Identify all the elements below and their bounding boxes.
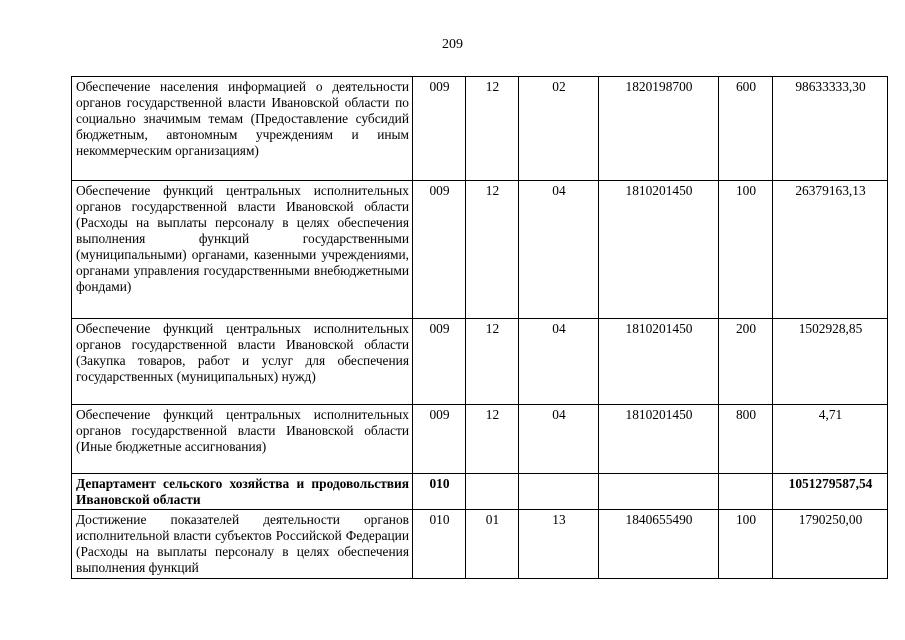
expense-type-code: 600 [719, 77, 773, 181]
dept-code: 009 [413, 319, 466, 405]
section-code: 12 [466, 405, 519, 474]
amount: 1051279587,54 [773, 474, 888, 510]
expense-type-code: 800 [719, 405, 773, 474]
table-row [72, 77, 888, 181]
dept-code: 009 [413, 181, 466, 319]
section-code: 12 [466, 319, 519, 405]
budget-table [71, 76, 888, 579]
section-code: 12 [466, 77, 519, 181]
amount: 4,71 [773, 405, 888, 474]
table-row [72, 510, 888, 579]
subsection-code: 02 [519, 77, 599, 181]
dept-code: 010 [413, 510, 466, 579]
table-row [72, 181, 888, 319]
page-number: 209 [442, 37, 463, 52]
table-row-department [72, 474, 888, 510]
amount: 1790250,00 [773, 510, 888, 579]
table-row [72, 405, 888, 474]
amount: 26379163,13 [773, 181, 888, 319]
row-description: Обеспечение функций центральных исполнительных органов государственной власти Ивановской области (Закупка товаров, работ и услуг для обеспечения государственных (муниципальных) нужд) [72, 319, 413, 405]
expense-type-code: 200 [719, 319, 773, 405]
dept-code: 009 [413, 405, 466, 474]
amount: 98633333,30 [773, 77, 888, 181]
expense-type-code [719, 474, 773, 510]
amount: 1502928,85 [773, 319, 888, 405]
row-description: Обеспечение функций центральных исполнительных органов государственной власти Ивановской области (Расходы на выплаты персоналу в целях обеспечения выполнения функций государственными (муниципальными) органами, казенными учреждениями, органами управления государственными внебюджетными фондами) [72, 181, 413, 319]
target-article-code: 1810201450 [599, 405, 719, 474]
row-description: Департамент сельского хозяйства и продовольствия Ивановской области [72, 474, 413, 510]
section-code: 12 [466, 181, 519, 319]
table-row [72, 319, 888, 405]
expense-type-code: 100 [719, 510, 773, 579]
section-code: 01 [466, 510, 519, 579]
row-description: Обеспечение населения информацией о деятельности органов государственной власти Ивановской области по социально значимым темам (Предоставление субсидий бюджетным, автономным учреждениям и иным некоммерческим организациям) [72, 77, 413, 181]
subsection-code: 13 [519, 510, 599, 579]
dept-code: 009 [413, 77, 466, 181]
subsection-code: 04 [519, 319, 599, 405]
section-code [466, 474, 519, 510]
row-description: Обеспечение функций центральных исполнительных органов государственной власти Ивановской области (Иные бюджетные ассигнования) [72, 405, 413, 474]
target-article-code: 1820198700 [599, 77, 719, 181]
subsection-code [519, 474, 599, 510]
expense-type-code: 100 [719, 181, 773, 319]
target-article-code: 1810201450 [599, 319, 719, 405]
dept-code: 010 [413, 474, 466, 510]
target-article-code: 1810201450 [599, 181, 719, 319]
target-article-code: 1840655490 [599, 510, 719, 579]
target-article-code [599, 474, 719, 510]
subsection-code: 04 [519, 405, 599, 474]
row-description: Достижение показателей деятельности органов исполнительной власти субъектов Российской Федерации (Расходы на выплаты персоналу в целях обеспечения выполнения функций [72, 510, 413, 579]
subsection-code: 04 [519, 181, 599, 319]
